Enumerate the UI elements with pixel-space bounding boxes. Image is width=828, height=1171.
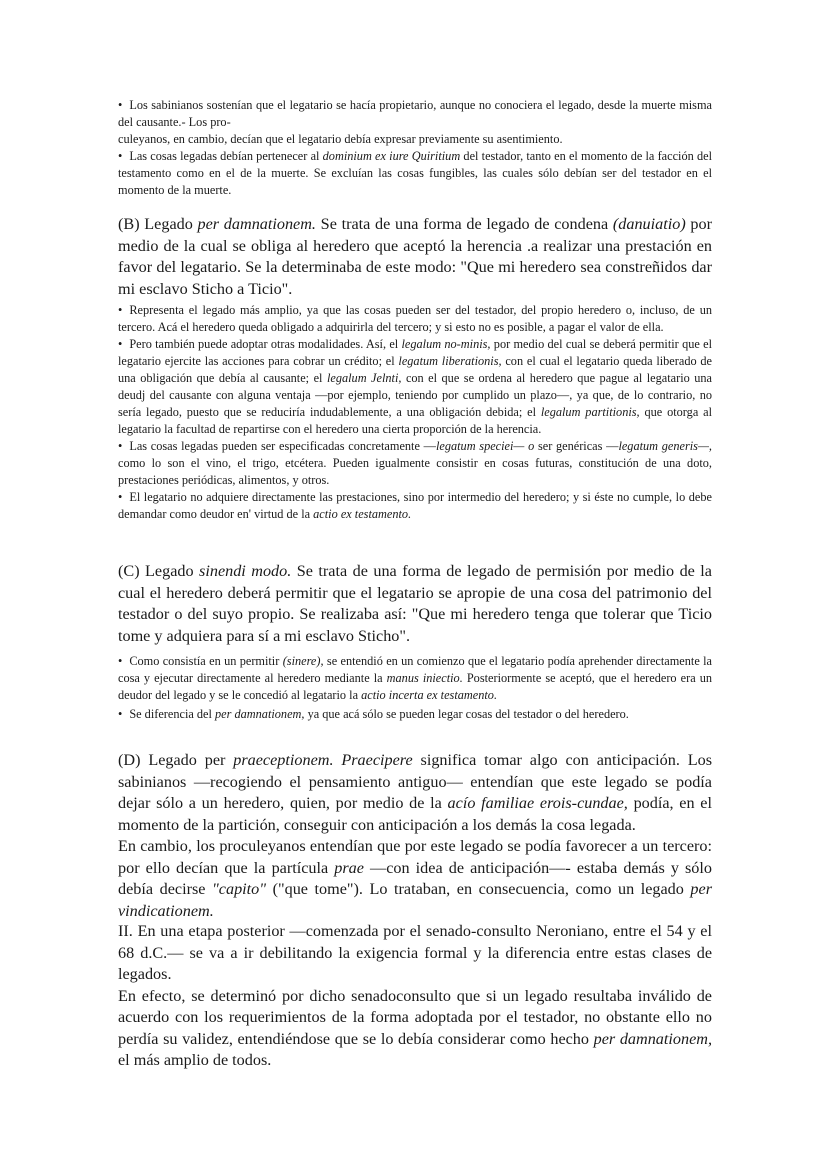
section-italic: praeceptionem. Praecipere <box>233 751 413 769</box>
note-italic: legatum speciei— o <box>435 439 535 453</box>
note-text: como lo son el vino, el trigo, etcétera. Pueden igualmente consistir en cosas futuras, constitución de una doto, prestaciones periódicas, alimentos, y otros. <box>118 456 712 487</box>
section-italic: "capito" <box>212 880 267 898</box>
section-d-paragraph-2 <box>118 836 712 922</box>
section-text: Se trata de una forma de legado de permisión por medio de la cual el heredero deberá permitir que el legatario se apropie de una cosa del patrimonio del testador o del suyo propio. Se realizaba así: "Que mi heredero tenga que tolerar que Ticio tome y adquiera para sí a mi esclavo Sticho". <box>118 562 712 645</box>
section-italic: prae <box>334 858 364 877</box>
note-text: Las cosas legadas pueden ser especificadas concretamente — <box>129 439 436 453</box>
block-2-notes <box>118 302 712 523</box>
section-italic: (danuiatio) <box>612 215 686 233</box>
section-b <box>118 214 712 300</box>
section-text: significa tomar algo con anticipación. Los sabinianos —recogiendo el pensamiento antiguo— entendían que este legado se podía dejar sólo a un heredero, quien, por medio de la <box>118 751 713 812</box>
block-3-notes <box>118 653 712 723</box>
note-text: Como consistía en un permitir <box>129 654 283 668</box>
note-text: El legatario no adquiere directamente las prestaciones, sino por intermedio del heredero; y si éste no cumple, lo debe demandar como deudor en' virtud de la <box>118 490 712 521</box>
block-1-notes <box>118 97 712 199</box>
note-italic: legalum no-minis, <box>401 337 491 351</box>
note-modalidades <box>118 336 712 438</box>
section-text: II. En una etapa posterior —comenzada por el senado-consulto Neroniano, entre el 54 y el 68 d.C.— se va a ir debilitando la exigencia formal y la diferencia entre estas clases de legados. <box>118 922 712 983</box>
note-proculeyanos <box>118 131 712 148</box>
note-italic: manus iniectio. <box>386 671 463 685</box>
note-cosas-legadas <box>118 148 712 199</box>
note-text: Las cosas legadas debían pertenecer al <box>129 149 323 163</box>
section-italic: per vindicationem. <box>118 880 712 920</box>
note-legado-amplio <box>118 302 712 336</box>
note-italic: (sinere), <box>282 654 324 668</box>
note-permitir <box>118 653 712 704</box>
section-text: —con idea de anticipación—- estaba demás y sólo debía decirse <box>118 858 712 898</box>
note-sabinianos <box>118 97 712 131</box>
section-italic: per damnationem. <box>197 215 316 233</box>
note-text: ser genéricas — <box>534 439 619 453</box>
note-italic: legalum partitionis, <box>540 405 640 419</box>
note-text: Los sabinianos sostenían que el legatario se hacía propietario, aunque no conociera el legado, desde la muerte misma del causante.- Los pro- <box>118 98 712 129</box>
note-text: por medio del cual se deberá permitir que el legatario ejercite las acciones para cobrar un crédito; el <box>118 337 712 368</box>
section-d <box>118 750 712 922</box>
section-c <box>118 561 712 647</box>
section-text: (B) Legado <box>118 215 198 233</box>
note-legatario-no-adquiere <box>118 489 712 523</box>
section-text: En efecto, se determinó por dicho senadoconsulto que si un legado resultaba inválido de acuerdo con los requerimientos de la forma adoptada por el testador, no obstante ello no perdía su validez, entendiéndose que se lo debía considerar como hecho <box>118 986 712 1048</box>
section-text: por medio de la cual se obliga al heredero que aceptó la herencia .a realizar una prestación en favor del legatario. Se la determinaba de este modo: "Que mi heredero sea constreñidos dar mi esclavo Sticho a Ticio". <box>118 215 712 298</box>
section-b-paragraph <box>118 214 712 300</box>
section-italic: per damnationem, <box>593 1029 712 1048</box>
section-text: Se trata de una forma de legado de condena <box>315 215 613 233</box>
section-d-paragraph-1 <box>118 750 712 836</box>
note-diferencia <box>118 706 712 723</box>
note-italic: legatum generis—, <box>618 439 712 453</box>
note-especificadas <box>118 438 712 489</box>
section-c-paragraph <box>118 561 712 647</box>
note-italic: actio incerta ex testamento. <box>361 688 498 702</box>
note-text: con el que se ordena al heredero que pague al legatario una deudj del causante con alguna ventaja —por ejemplo, teniendo por cumplido un plazo—, ya que, de lo contrario, no sería legado, puesto que se reduciría indudablemente, a una obligación debida; el <box>118 371 713 419</box>
note-text: Se diferencia del <box>129 707 216 721</box>
note-italic: dominium ex iure Quiritium <box>322 149 461 163</box>
section-italic: acío familiae erois-cundae, <box>447 794 628 812</box>
section-italic: sinendi modo. <box>199 562 292 580</box>
note-text: del testador, tanto en el momento de la facción del testamento como en el de la muerte. Se excluían las cosas fungibles, las cuales sólo debían ser del testador en el momento de la muerte. <box>118 149 712 197</box>
section-text: En cambio, los proculeyanos entendían que por este legado se podía favorecer a un tercero: por ello decían que la partícula <box>118 837 712 877</box>
section-ii-paragraph-2 <box>118 986 712 1072</box>
note-text: con el cual el legatario queda liberado de una obligación que debía al causante; el <box>118 354 712 385</box>
note-italic: per damnationem, <box>215 707 305 721</box>
note-text: se entendió en un comienzo que el legatario podía aprehender directamente la cosa y ejecutar directamente al heredero mediante la <box>118 654 713 685</box>
section-text: el más amplio de todos. <box>118 1051 272 1069</box>
section-ii-paragraph-1 <box>118 921 712 986</box>
note-text: ya que acá sólo se pueden legar cosas del testador o del heredero. <box>304 707 629 721</box>
section-text: ("que tome"). Lo trataban, en consecuencia, como un legado <box>266 880 691 898</box>
note-italic: actio ex testamento. <box>313 507 412 521</box>
note-text: Representa el legado más amplio, ya que las cosas pueden ser del testador, del propio heredero o, incluso, de un tercero. Acá el heredero queda obligado a adquirirla del tercero; y si esto no es posible, a pagar el valor de ella. <box>118 303 712 334</box>
section-ii <box>118 921 712 1072</box>
section-text: (D) Legado per <box>118 751 234 769</box>
note-italic: legatum liberationis, <box>398 354 502 368</box>
note-italic: legalum Jelnti, <box>326 371 402 385</box>
note-text: culeyanos, en cambio, decían que el legatario debía expresar previamente su asentimiento. <box>118 132 563 146</box>
note-text: Posteriormente se aceptó, que el heredero era un deudor del legado y se le concedió al legatario la <box>118 671 712 702</box>
section-text: podía, en el momento de la partición, conseguir con anticipación a los demás la cosa legada. <box>118 794 712 834</box>
section-text: (C) Legado <box>118 562 200 580</box>
note-text: que otorga al legatario la facultad de repartirse con el heredero una cierta proporción de la herencia. <box>118 405 713 436</box>
note-text: Pero también puede adoptar otras modalidades. Así, el <box>129 337 402 351</box>
